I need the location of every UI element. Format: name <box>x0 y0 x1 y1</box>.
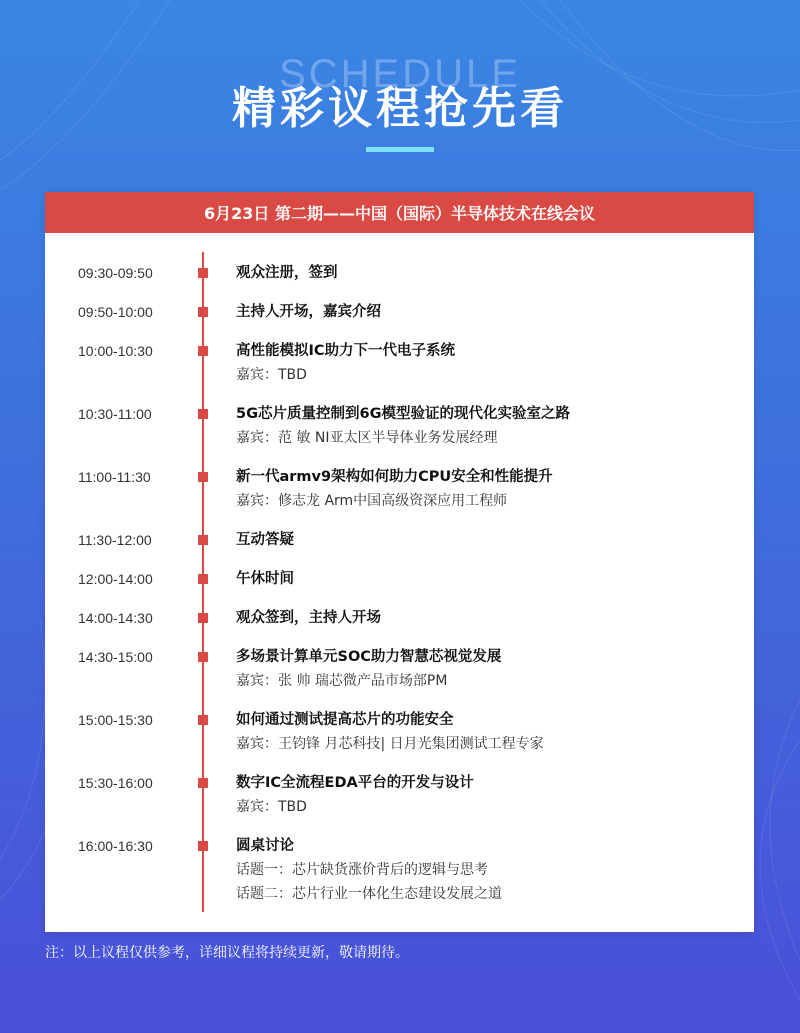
timeline-marker <box>198 409 208 419</box>
row-title: 互动答疑 <box>236 532 294 548</box>
timeline-marker <box>198 652 208 662</box>
row-time: 12:00-14:00 <box>78 571 153 587</box>
row-time: 14:30-15:00 <box>78 649 153 665</box>
timeline-marker <box>198 841 208 851</box>
timeline-marker <box>198 535 208 545</box>
timeline-marker <box>198 472 208 482</box>
timeline-marker <box>198 268 208 278</box>
schedule-watermark: SCHEDULE <box>279 52 521 96</box>
row-time: 09:30-09:50 <box>78 265 153 281</box>
timeline-marker <box>198 307 208 317</box>
page-title: 精彩议程抢先看 <box>232 83 568 134</box>
row-speaker: 嘉宾：修志龙 Arm中国高级资深应用工程师 <box>236 493 508 509</box>
row-time: 10:00-10:30 <box>78 343 153 359</box>
timeline-marker <box>198 778 208 788</box>
row-speaker: 嘉宾：TBD <box>236 367 307 383</box>
row-title: 高性能模拟IC助力下一代电子系统 <box>236 343 456 359</box>
row-time: 16:00-16:30 <box>78 838 153 854</box>
row-title: 观众签到，主持人开场 <box>236 610 381 626</box>
row-title: 新一代armv9架构如何助力CPU安全和性能提升 <box>236 469 553 485</box>
timeline-marker <box>198 574 208 584</box>
row-title: 主持人开场，嘉宾介绍 <box>236 304 381 320</box>
row-title: 圆桌讨论 <box>236 838 294 854</box>
row-topic: 话题二：芯片行业一体化生态建设发展之道 <box>236 886 502 902</box>
timeline-marker <box>198 346 208 356</box>
row-speaker: 嘉宾：王钧锋 月芯科技| 日月光集团测试工程专家 <box>236 736 544 752</box>
footnote: 注：以上议程仅供参考，详细议程将持续更新，敬请期待。 <box>45 945 409 961</box>
row-topic: 话题一：芯片缺货涨价背后的逻辑与思考 <box>236 862 488 878</box>
row-title: 数字IC全流程EDA平台的开发与设计 <box>236 775 474 791</box>
row-title: 如何通过测试提高芯片的功能安全 <box>236 712 454 728</box>
row-title: 午休时间 <box>236 571 294 587</box>
row-speaker: 嘉宾：范 敏 NI亚太区半导体业务发展经理 <box>236 430 498 446</box>
row-speaker: 嘉宾：张 帅 瑞芯微产品市场部PM <box>236 673 448 689</box>
row-title: 多场景计算单元SOC助力智慧芯视觉发展 <box>236 649 502 665</box>
timeline-marker <box>198 715 208 725</box>
row-time: 11:00-11:30 <box>78 469 151 485</box>
timeline-marker <box>198 613 208 623</box>
row-time: 10:30-11:00 <box>78 406 152 422</box>
row-title: 5G芯片质量控制到6G模型验证的现代化实验室之路 <box>236 406 570 422</box>
row-time: 14:00-14:30 <box>78 610 153 626</box>
row-time: 15:30-16:00 <box>78 775 153 791</box>
title-underline <box>366 147 434 152</box>
row-title: 观众注册，签到 <box>236 265 338 281</box>
row-speaker: 嘉宾：TBD <box>236 799 307 815</box>
row-time: 15:00-15:30 <box>78 712 153 728</box>
row-time: 11:30-12:00 <box>78 532 152 548</box>
card-header: 6月23日 第二期——中国（国际）半导体技术在线会议 <box>45 192 754 233</box>
schedule-card <box>45 192 754 932</box>
row-time: 09:50-10:00 <box>78 304 153 320</box>
